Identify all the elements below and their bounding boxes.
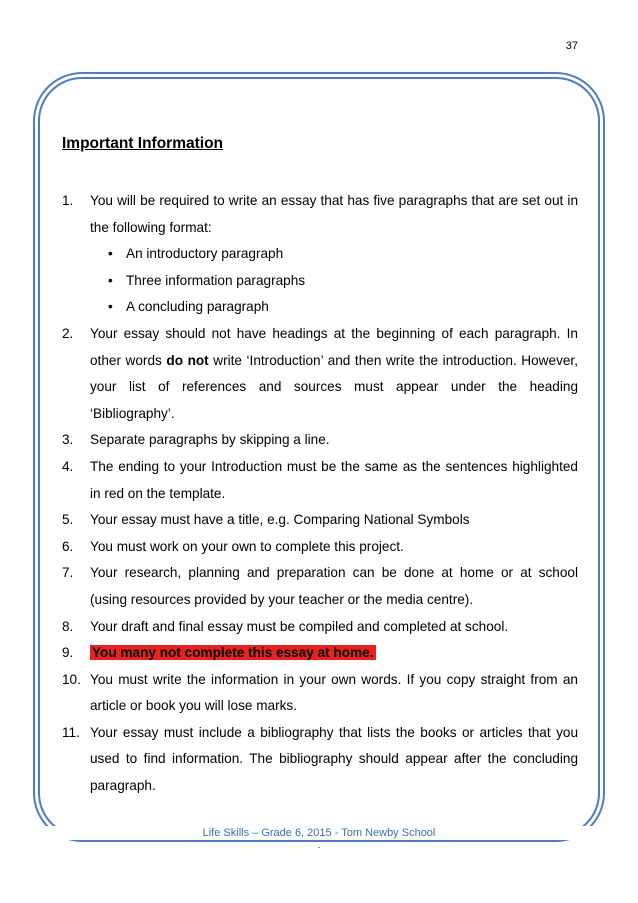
item-text: Your essay must include a bibliography that lists the books or articles that you used to find information. The bibliography should appear after the concluding paragraph. bbox=[90, 724, 578, 794]
list-item-9 bbox=[62, 640, 578, 667]
highlighted-warning-text: You many not complete this essay at home. bbox=[92, 645, 374, 661]
item-number: 1. bbox=[62, 193, 74, 208]
item-text: Separate paragraphs by skipping a line. bbox=[90, 432, 330, 448]
list-item-11 bbox=[62, 720, 578, 800]
item-number: 9. bbox=[62, 645, 74, 661]
item-text bbox=[90, 321, 578, 427]
item-number: 11. bbox=[62, 724, 80, 740]
list-item-10 bbox=[62, 667, 578, 720]
item-number: 6. bbox=[62, 538, 74, 554]
emphasis-text: do not bbox=[166, 352, 209, 368]
list-item-7 bbox=[62, 560, 578, 613]
item-text: You must work on your own to complete this project. bbox=[90, 538, 404, 554]
item-text-part: Your essay should not have headings at the beginning of each paragraph. In other words bbox=[90, 325, 578, 368]
item-number: 7. bbox=[62, 565, 74, 581]
bullet-item: • An introductory paragraph bbox=[90, 241, 578, 268]
item-number: 8. bbox=[62, 618, 74, 634]
list-item-8 bbox=[62, 614, 578, 641]
item-text: The ending to your Introduction must be the same as the sentences highlighted in red on the template. bbox=[90, 458, 578, 501]
list-item-6 bbox=[62, 534, 578, 561]
list-item-5 bbox=[62, 507, 578, 534]
item-number: 3. bbox=[62, 432, 74, 448]
page-number: 37 bbox=[565, 40, 578, 52]
section-heading: Important Information bbox=[62, 135, 224, 152]
bullet-item: • A concluding paragraph bbox=[90, 294, 578, 321]
item-text: Your draft and final essay must be compiled and completed at school. bbox=[90, 618, 509, 634]
information-list bbox=[62, 188, 578, 800]
item-number: 2. bbox=[62, 325, 74, 341]
item-text-part: write ‘Introduction’ and then write the introduction. However, your list of references and sources must appear under the heading ‘Bibliography’. bbox=[90, 352, 578, 421]
format-bullet-list bbox=[90, 241, 578, 321]
item-text: You must write the information in your own words. If you copy straight from an article or book you will lose marks. bbox=[90, 671, 578, 714]
page-footer: Life Skills – Grade 6, 2015 - Tom Newby School bbox=[0, 826, 638, 840]
item-text: Your research, planning and preparation can be done at home or at school (using resources provided by your teacher or the media centre). bbox=[90, 565, 578, 607]
list-item-1 bbox=[62, 188, 578, 321]
item-text: You will be required to write an essay that has five paragraphs that are set out in the following format: bbox=[90, 193, 578, 235]
item-number: 10. bbox=[62, 671, 81, 687]
list-item-3 bbox=[62, 427, 578, 454]
footer-mark: . bbox=[317, 840, 321, 850]
item-number: 4. bbox=[62, 458, 74, 474]
item-text: Your essay must have a title, e.g. Comparing National Symbols bbox=[90, 512, 470, 528]
list-item-4 bbox=[62, 454, 578, 507]
item-number: 5. bbox=[62, 512, 74, 528]
list-item-2 bbox=[62, 321, 578, 427]
bullet-item: • Three information paragraphs bbox=[90, 268, 578, 295]
